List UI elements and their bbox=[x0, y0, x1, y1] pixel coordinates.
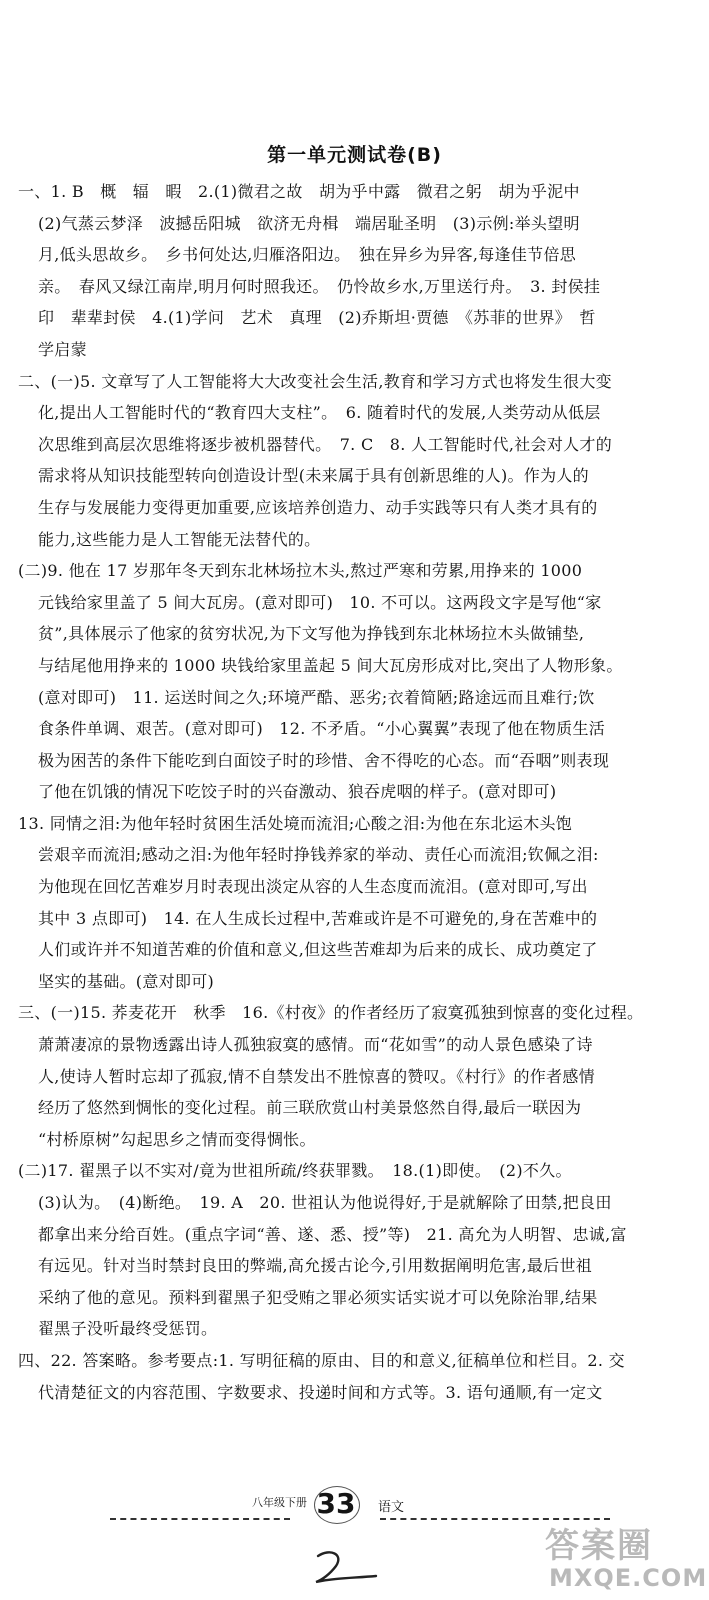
answer-line: 贫”,具体展示了他家的贫穷状况,为下文写他为挣钱到东北林场拉木头做铺垫, bbox=[38, 624, 585, 644]
answer-line: 采纳了他的意见。预料到翟黑子犯受贿之罪必须实话实说才可以免除治罪,结果 bbox=[38, 1287, 598, 1307]
answer-line: 为他现在回忆苦难岁月时表现出淡定从容的人生态度而流泪。(意对即可,写出 bbox=[38, 877, 588, 897]
watermark-logo bbox=[535, 1518, 708, 1596]
answer-line: 元钱给家里盖了 5 间大瓦房。(意对即可) 10. 不可以。这两段文字是写他“家 bbox=[38, 592, 602, 612]
answer-line: 亲。 春风又绿江南岸,明月何时照我还。 仍怜故乡水,万里送行舟。 3. 封侯挂 bbox=[38, 276, 601, 296]
answer-line: 坚实的基础。(意对即可) bbox=[38, 971, 215, 991]
answer-line: 四、22. 答案略。参考要点:1. 写明征稿的原由、目的和意义,征稿单位和栏目。2. 交 bbox=[18, 1350, 625, 1370]
answer-line: (2)气蒸云梦泽 波撼岳阳城 欲济无舟楫 端居耻圣明 (3)示例:举头望明 bbox=[38, 213, 580, 233]
page-number: 33 bbox=[310, 1484, 362, 1524]
answer-line: 翟黑子没听最终受惩罚。 bbox=[38, 1319, 218, 1339]
answer-line: 13. 同情之泪:为他年轻时贫困生活处境而流泪;心酸之泪:为他在东北运木头饱 bbox=[18, 813, 573, 833]
answer-line: 经历了悠然到惆怅的变化过程。前三联欣赏山村美景悠然自得,最后一联因为 bbox=[38, 1098, 582, 1118]
answer-line: 都拿出来分给百姓。(重点字词“善、遂、悉、授”等) 21. 高允为人明智、忠诚,富 bbox=[38, 1224, 627, 1244]
footer-divider-left bbox=[110, 1518, 290, 1520]
answer-body bbox=[18, 176, 696, 1408]
answer-line: 一、1. B 概 辐 暇 2.(1)微君之故 胡为乎中露 微君之躬 胡为乎泥中 bbox=[18, 182, 580, 201]
answer-line: (意对即可) 11. 运送时间之久;环境严酷、恶劣;衣着简陋;路途远而且难行;饮 bbox=[38, 687, 595, 707]
answer-line: 月,低头思故乡。 乡书何处达,归雁洛阳边。 独在异乡为异客,每逢佳节倍思 bbox=[38, 245, 577, 265]
answer-line: 代清楚征文的内容范围、字数要求、投递时间和方式等。3. 语句通顺,有一定文 bbox=[38, 1382, 603, 1402]
answer-line: (二)9. 他在 17 岁那年冬天到东北林场拉木头,熬过严寒和劳累,用挣来的 1000 bbox=[18, 561, 583, 581]
answer-line: 尝艰辛而流泪;感动之泪:为他年轻时挣钱养家的举动、责任心而流泪;钦佩之泪: bbox=[38, 845, 599, 865]
answer-line: 次思维到高层次思维将逐步被机器替代。 7. C 8. 人工智能时代,社会对人才的 bbox=[38, 434, 613, 454]
answer-line: “村桥原树”勾起思乡之情而变得惆怅。 bbox=[38, 1129, 316, 1149]
footer-subject: 语文 bbox=[378, 1500, 405, 1515]
answer-line: 有远见。针对当时禁封良田的弊端,高允援古论今,引用数据阐明危害,最后世祖 bbox=[38, 1256, 593, 1276]
answer-line: 二、(一)5. 文章写了人工智能将大大改变社会生活,教育和学习方式也将发生很大变 bbox=[18, 371, 612, 391]
page-title: 第一单元测试卷(B) bbox=[267, 144, 442, 166]
answer-line: 能力,这些能力是人工智能无法替代的。 bbox=[38, 529, 321, 549]
answer-line: (3)认为。 (4)断绝。 19. A 20. 世祖认为他说得好,于是就解除了田禁,把良田 bbox=[38, 1193, 612, 1212]
footer-grade: 八年级下册 bbox=[252, 1496, 307, 1509]
answer-line: 人,使诗人暂时忘却了孤寂,情不自禁发出不胜惊喜的赞叹。《村行》的作者感情 bbox=[38, 1066, 595, 1086]
answer-line: 生存与发展能力变得更加重要,应该培养创造力、动手实践等只有人类才具有的 bbox=[38, 497, 598, 517]
answer-line: (二)17. 翟黑子以不实对/竟为世祖所疏/终获罪戮。 18.(1)即使。 (2)不久。 bbox=[18, 1161, 572, 1181]
answer-line: 需求将从知识技能型转向创造设计型(未来属于具有创新思维的人)。作为人的 bbox=[38, 466, 589, 486]
answer-line: 与结尾他用挣来的 1000 块钱给家里盖起 5 间大瓦房形成对比,突出了人物形象。 bbox=[38, 655, 623, 675]
watermark-url: MXQE.COM bbox=[549, 1564, 708, 1592]
answer-line: 极为困苦的条件下能吃到白面饺子时的珍惜、舍不得吃的心态。而“吞咽”则表现 bbox=[38, 750, 610, 770]
answer-line: 人们或许并不知道苦难的价值和意义,但这些苦难却为后来的成长、成功奠定了 bbox=[38, 940, 598, 960]
answer-line: 了他在饥饿的情况下吃饺子时的兴奋激动、狼吞虎咽的样子。(意对即可) bbox=[38, 782, 557, 802]
answer-line: 其中 3 点即可) 14. 在人生成长过程中,苦难或许是不可避免的,身在苦难中的 bbox=[38, 908, 598, 928]
handwritten-mark-icon bbox=[310, 1548, 390, 1588]
watermark-text: 答案圈 bbox=[545, 1526, 653, 1566]
answer-line: 萧萧凄凉的景物透露出诗人孤独寂寞的感情。而“花如雪”的动人景色感染了诗 bbox=[38, 1035, 593, 1055]
answer-line: 印 辈辈封侯 4.(1)学问 艺术 真理 (2)乔斯坦·贾德 《苏菲的世界》 哲 bbox=[38, 308, 596, 328]
answer-line: 食条件单调、艰苦。(意对即可) 12. 不矛盾。“小心翼翼”表现了他在物质生活 bbox=[38, 719, 606, 739]
answer-line: 化,提出人工智能时代的“教育四大支柱”。 6. 随着时代的发展,人类劳动从低层 bbox=[38, 403, 601, 423]
answer-line: 三、(一)15. 荞麦花开 秋季 16.《村夜》的作者经历了寂寞孤独到惊喜的变化过程。 bbox=[18, 1003, 644, 1023]
answer-line: 学启蒙 bbox=[38, 339, 87, 359]
